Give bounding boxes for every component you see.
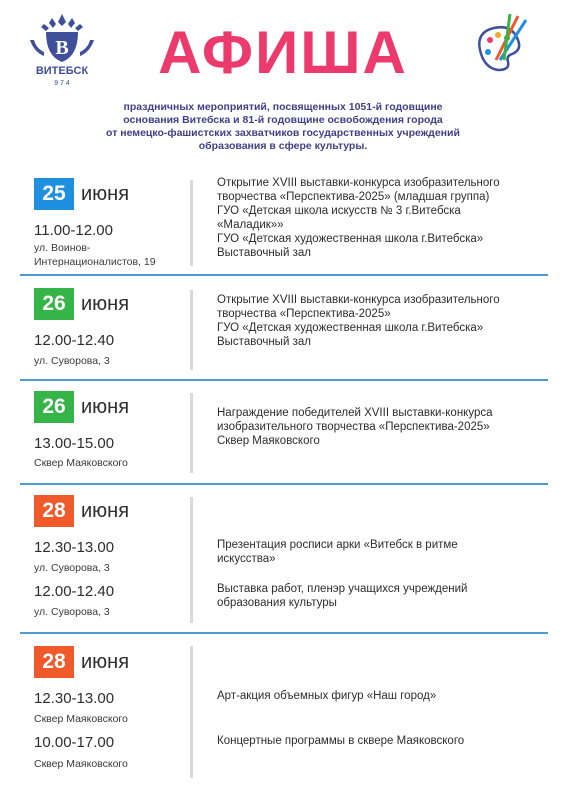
event-place: Сквер Маяковского <box>34 457 128 469</box>
date-badge: 28 <box>34 495 74 527</box>
logo-city-text: ВИТЕБСК <box>35 65 89 77</box>
month-label: июня <box>81 396 130 418</box>
event-description: Открытие XVIII выставки-конкурса изобразительного творчества «Перспектива-2025» (младшая группа) ГУО «Детская школа искусств № 3 г.Витебска «Маладик»» ГУО «Детская художественная школа г.Витебска» Выставочный зал <box>217 177 500 259</box>
section-divider <box>20 483 548 485</box>
event-place: ул. Воинов- Интернационалистов, 19 <box>34 242 156 268</box>
event-time: 11.00-12.00 <box>34 222 113 239</box>
event-description: Концертные программы в сквере Маяковского <box>217 735 465 747</box>
page-title: АФИША <box>158 19 408 86</box>
month-label: июня <box>81 651 130 673</box>
palette-brushes-icon <box>466 10 536 80</box>
event-time: 12.00-12.40 <box>34 583 115 600</box>
page-subtitle: праздничных мероприятий, посвященных 1051-й годовщине основания Витебска и 81-й годовщине освобождения города от немецко-фашистских захватчиков государственных учреждений образования в сфере культуры. <box>106 101 460 152</box>
event-description: Арт-акция объемных фигур «Наш город» <box>217 690 437 702</box>
event-time: 13.00-15.00 <box>34 435 115 452</box>
section-divider <box>20 379 548 381</box>
date-badge: 25 <box>34 178 74 210</box>
logo-letter: В <box>55 37 69 59</box>
month-label: июня <box>81 183 130 205</box>
event-time: 12.00-12.40 <box>34 332 115 349</box>
event-place: ул. Суворова, 3 <box>34 606 110 618</box>
event-description: Открытие XVIII выставки-конкурса изобразительного творчества «Перспектива-2025» ГУО «Детская художественная школа г.Витебска» Выставочный зал <box>217 294 500 348</box>
month-label: июня <box>81 500 130 522</box>
event-time: 12.30-13.00 <box>34 539 115 556</box>
event-description: Награждение победителей XVIII выставки-конкурса изобразительного творчества «Перспектива-2025» Сквер Маяковского <box>217 407 493 447</box>
logo-year-text: 9 7 4 <box>54 80 70 87</box>
event-place: ул. Суворова, 3 <box>34 562 110 574</box>
event-time: 10.00-17.00 <box>34 734 115 751</box>
date-badge: 26 <box>34 288 74 320</box>
event-time: 12.30-13.00 <box>34 690 115 707</box>
event-description: Выставка работ, пленэр учащихся учреждений образования культуры <box>217 583 468 609</box>
event-place: Сквер Маяковского <box>34 758 128 770</box>
event-place: ул. Суворова, 3 <box>34 355 110 367</box>
section-divider <box>20 632 548 634</box>
date-badge: 26 <box>34 391 74 423</box>
event-description: Презентация росписи арки «Витебск в ритме искусства» <box>217 539 458 565</box>
section-divider <box>20 274 548 276</box>
date-badge: 28 <box>34 646 74 678</box>
event-place: Сквер Маяковского <box>34 713 128 725</box>
month-label: июня <box>81 293 130 315</box>
